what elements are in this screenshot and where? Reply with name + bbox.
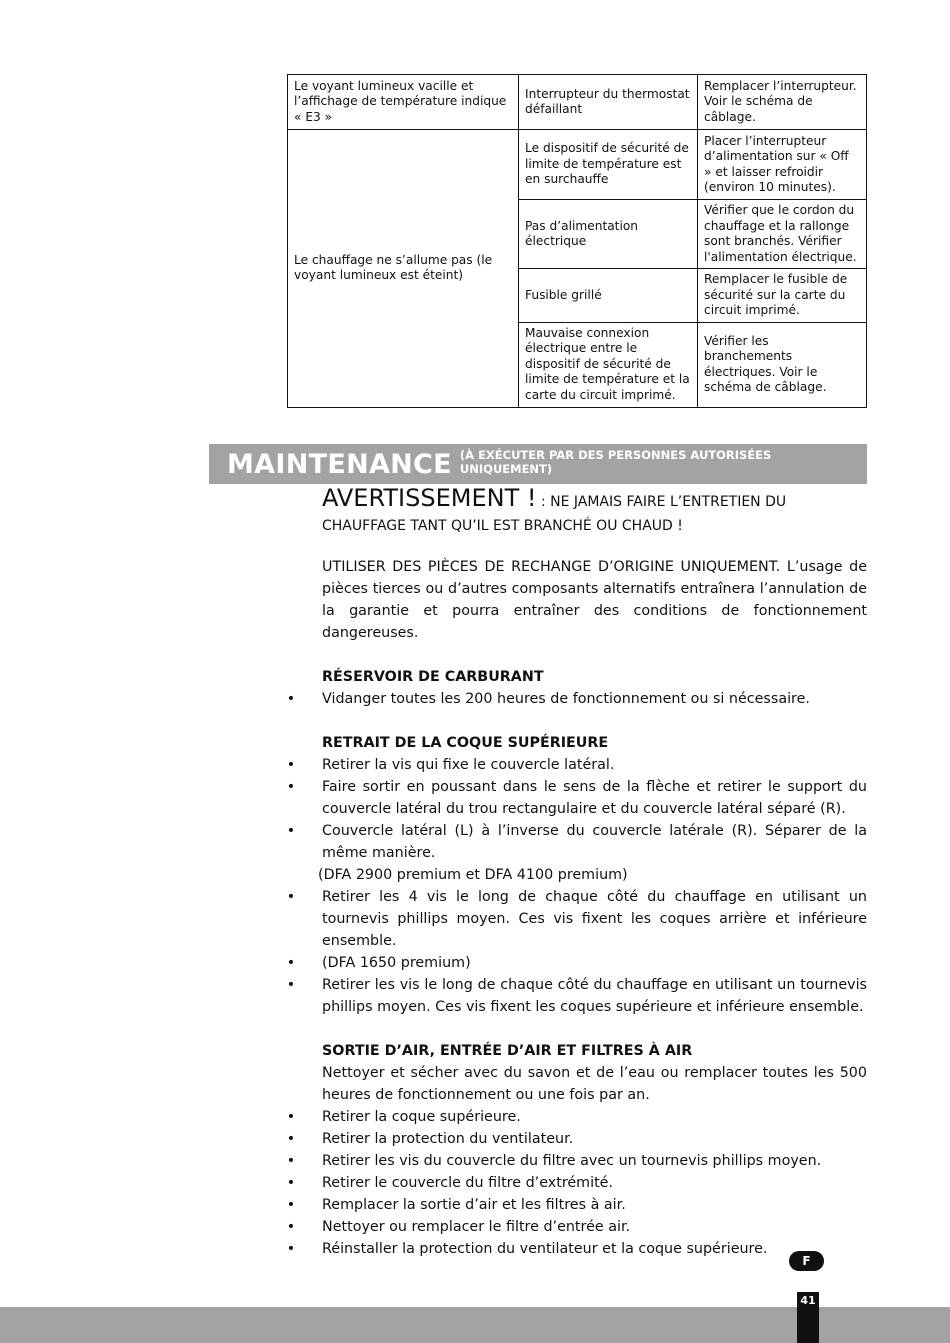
- list-item-text: Nettoyer ou remplacer le filtre d’entrée air.: [322, 1219, 631, 1235]
- bullet-icon: •: [286, 889, 296, 905]
- list-item-text: Réinstaller la protection du ventilateur et la coque supérieure.: [322, 1241, 768, 1257]
- solution-cell: Remplacer l’interrupteur. Voir le schéma de câblage.: [698, 75, 867, 130]
- list-item-text: Retirer le couvercle du filtre d’extrémité.: [322, 1175, 614, 1191]
- list-item: [286, 1128, 867, 1150]
- bullet-icon: •: [286, 823, 296, 839]
- section-heading-top-shell: RETRAIT DE LA COQUE SUPÉRIEURE: [322, 735, 609, 751]
- list-item: [286, 1150, 867, 1172]
- bullet-icon: •: [286, 1153, 296, 1169]
- bullet-icon: •: [286, 1197, 296, 1213]
- list-item: [286, 688, 867, 710]
- list-item-text: Retirer la protection du ventilateur.: [322, 1131, 574, 1147]
- list-item-text: Couvercle latéral (L) à l’inverse du couvercle latérale (R). Séparer de la même manière.: [322, 823, 867, 861]
- list-item: [286, 820, 867, 864]
- table-row: [288, 75, 867, 130]
- warning-notice: [322, 486, 867, 538]
- list-item-text: (DFA 1650 premium): [322, 955, 471, 971]
- list-item: [286, 1172, 867, 1194]
- cause-cell: Fusible grillé: [519, 269, 698, 323]
- problem-cell: Le voyant lumineux vacille et l’affichage de température indique « E3 »: [288, 75, 519, 130]
- solution-cell: Vérifier que le cordon du chauffage et la rallonge sont branchés. Vérifier l'alimentation électrique.: [698, 200, 867, 269]
- bullet-icon: •: [286, 977, 296, 993]
- bullet-icon: •: [286, 1109, 296, 1125]
- list-item-text: Remplacer la sortie d’air et les filtres à air.: [322, 1197, 626, 1213]
- list-item-text: Retirer la vis qui fixe le couvercle latéral.: [322, 757, 615, 773]
- bullet-icon: •: [286, 1131, 296, 1147]
- cause-cell: Interrupteur du thermostat défaillant: [519, 75, 698, 130]
- list-item: [286, 1216, 867, 1238]
- bullet-icon: •: [286, 691, 296, 707]
- section-title: MAINTENANCE: [227, 449, 452, 480]
- solution-cell: Placer l’interrupteur d’alimentation sur « Off » et laisser refroidir (environ 10 minutes).: [698, 130, 867, 200]
- intro-paragraph: UTILISER DES PIÈCES DE RECHANGE D’ORIGINE UNIQUEMENT. L’usage de pièces tierces ou d’autres composants alternatifs entraînera l’annulation de la garantie et pourra entraîner des conditions de fonctionnement dangereuses.: [322, 559, 867, 641]
- list-item-text: Retirer les 4 vis le long de chaque côté du chauffage en utilisant un tournevis phillips moyen. Ces vis fixent les coques arrière et inférieure ensemble.: [322, 889, 867, 949]
- cause-cell: Pas d’alimentation électrique: [519, 200, 698, 269]
- list-item: [286, 776, 867, 820]
- section-subtitle: (À EXÉCUTER PAR DES PERSONNES AUTORISÉES UNIQUEMENT): [459, 448, 772, 476]
- solution-cell: Vérifier les branchements électriques. Voir le schéma de câblage.: [698, 322, 867, 407]
- maintenance-content: [286, 484, 867, 1260]
- bullet-icon: •: [286, 1175, 296, 1191]
- list-item-text: Retirer la coque supérieure.: [322, 1109, 521, 1125]
- bullet-icon: •: [286, 955, 296, 971]
- bullet-icon: •: [286, 779, 296, 795]
- air-filters-paragraph: Nettoyer et sécher avec du savon et de l’eau ou remplacer toutes les 500 heures de fonctionnement ou une fois par an.: [322, 1065, 867, 1103]
- list-item: [286, 952, 867, 974]
- bullet-icon: •: [286, 757, 296, 773]
- bullet-icon: •: [286, 1219, 296, 1235]
- solution-cell: Remplacer le fusible de sécurité sur la carte du circuit imprimé.: [698, 269, 867, 323]
- list-item: [286, 1238, 867, 1260]
- table-row: [288, 130, 867, 200]
- list-item: [286, 754, 867, 776]
- warning-heading: AVERTISSEMENT !: [322, 484, 537, 512]
- model-note: (DFA 2900 premium et DFA 4100 premium): [318, 867, 628, 883]
- problem-cell: Le chauffage ne s’allume pas (le voyant lumineux est éteint): [288, 130, 519, 408]
- bullet-icon: •: [286, 1241, 296, 1257]
- list-item: [286, 1194, 867, 1216]
- list-item-text: Retirer les vis le long de chaque côté du chauffage en utilisant un tournevis phillips moyen. Ces vis fixent les coques supérieure et inférieure ensemble.: [322, 977, 867, 1015]
- section-heading-air-filters: SORTIE D’AIR, ENTRÉE D’AIR ET FILTRES À AIR: [322, 1043, 693, 1059]
- cause-cell: Le dispositif de sécurité de limite de température est en surchauffe: [519, 130, 698, 200]
- list-item-text: Vidanger toutes les 200 heures de fonctionnement ou si nécessaire.: [322, 691, 810, 707]
- warning-text: : NE JAMAIS FAIRE L’ENTRETIEN DU CHAUFFAGE TANT QU’IL EST BRANCHÉ OU CHAUD !: [322, 494, 787, 534]
- list-item: [286, 974, 867, 1018]
- list-item: [286, 886, 867, 952]
- page-number: 41: [800, 1294, 816, 1307]
- troubleshooting-table: [287, 74, 867, 408]
- list-item-text: Retirer les vis du couvercle du filtre avec un tournevis phillips moyen.: [322, 1153, 822, 1169]
- cause-cell: Mauvaise connexion électrique entre le dispositif de sécurité de limite de température et la carte du circuit imprimé.: [519, 322, 698, 407]
- section-heading-fuel-tank: RÉSERVOIR DE CARBURANT: [322, 669, 544, 685]
- page-number-tab: [797, 1292, 819, 1343]
- list-item: [286, 1106, 867, 1128]
- section-banner: [209, 444, 867, 484]
- language-badge: F: [789, 1251, 824, 1271]
- list-item-text: Faire sortir en poussant dans le sens de la flèche et retirer le support du couvercle latéral du trou rectangulaire et du couvercle latéral séparé (R).: [322, 779, 867, 817]
